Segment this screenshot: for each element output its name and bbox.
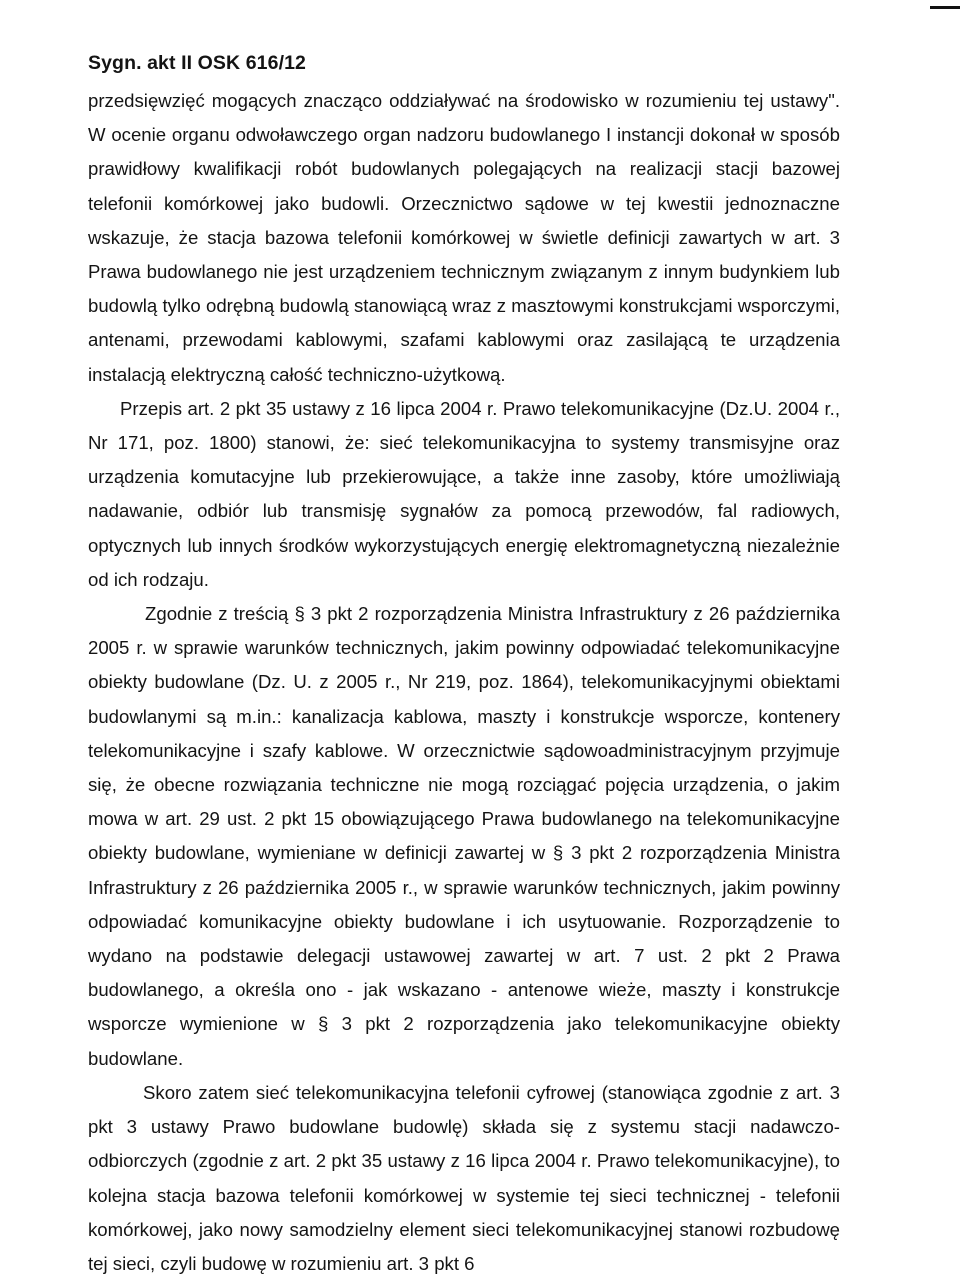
scan-edge-mark	[930, 6, 960, 9]
paragraph-4: Skoro zatem sieć telekomunikacyjna telefonii cyfrowej (stanowiąca zgodnie z art. 3 pkt 3 ustawy Prawo budowlane budowlę) składa się z systemu stacji nadawczo-odbiorczych (zgodnie z art. 2 pkt 35 ustawy z 16 lipca 2004 r. Prawo telekomunikacyjne), to kolejna stacja bazowa telefonii komórkowej w systemie tej sieci technicznej - telefonii komórkowej, jako nowy samodzielny element sieci telekomunikacyjnej stanowi rozbudowę tej sieci, czyli budowę w rozumieniu art. 3 pkt 6	[88, 1081, 840, 1274]
paragraph-1: przedsięwzięć mogących znacząco oddziaływać na środowisko w rozumieniu tej ustawy". W ocenie organu odwoławczego organ nadzoru budowlanego I instancji dokonał w sposób prawidłowy kwalifikacji robót budowlanych polegających na realizacji stacji bazowej telefonii komórkowej jako budowli. Orzecznictwo sądowe w tej kwestii jednoznaczne wskazuje, że stacja bazowa telefonii komórkowej w świetle definicji zawartych w art. 3 Prawa budowlanego nie jest urządzeniem technicznym związanym z innym budynkiem lub budowlą tylko odrębną budowlą stanowiącą wraz z masztowymi konstrukcjami wsporczymi, antenami, przewodami kablowymi, szafami kablowymi oraz zasilającą te urządzenia instalacją elektryczną całość techniczno-użytkową.	[88, 90, 840, 385]
case-signature: Sygn. akt II OSK 616/12	[88, 52, 306, 74]
paragraph-3: Zgodnie z treścią § 3 pkt 2 rozporządzenia Ministra Infrastruktury z 26 października 2005 r. w sprawie warunków technicznych, jakim powinny odpowiadać telekomunikacyjne obiekty budowlane (Dz. U. z 2005 r., Nr 219, poz. 1864), telekomunikacyjnymi obiektami budowlanymi są m.in.: kanalizacja kablowa, maszty i konstrukcje wsporcze, kontenery telekomunikacyjne i szafy kablowe. W orzecznictwie sądowoadministracyjnym przyjmuje się, że obecne rozwiązania techniczne nie mogą rozciągać pojęcia urządzenia, o jakim mowa w art. 29 ust. 2 pkt 15 obowiązującego Prawa budowlanego na telekomunikacyjne obiekty budowlane, wymieniane w definicji zawartej w § 3 pkt 2 rozporządzenia Ministra Infrastruktury z 26 października 2005 r., w sprawie warunków technicznych, jakim powinny odpowiadać komunikacyjne obiekty budowlane i ich usytuowanie. Rozporządzenie to wydano na podstawie delegacji ustawowej zawartej w art. 7 ust. 2 pkt 2 Prawa budowlanego, a określa ono - jak wskazano - antenowe wieże, maszty i konstrukcje wsporcze wymienione w § 3 pkt 2 rozporządzenia jako telekomunikacyjne obiekty budowlane.	[88, 603, 840, 1069]
document-body	[88, 84, 840, 1281]
paragraph-2: Przepis art. 2 pkt 35 ustawy z 16 lipca 2004 r. Prawo telekomunikacyjne (Dz.U. 2004 r., Nr 171, poz. 1800) stanowi, że: sieć telekomunikacyjna to systemy transmisyjne oraz urządzenia komutacyjne lub przekierowujące, a także inne zasoby, które umożliwiają nadawanie, odbiór lub transmisję sygnałów za pomocą przewodów, fal radiowych, optycznych lub innych środków wykorzystujących energię elektromagnetyczną niezależnie od ich rodzaju.	[88, 397, 840, 590]
